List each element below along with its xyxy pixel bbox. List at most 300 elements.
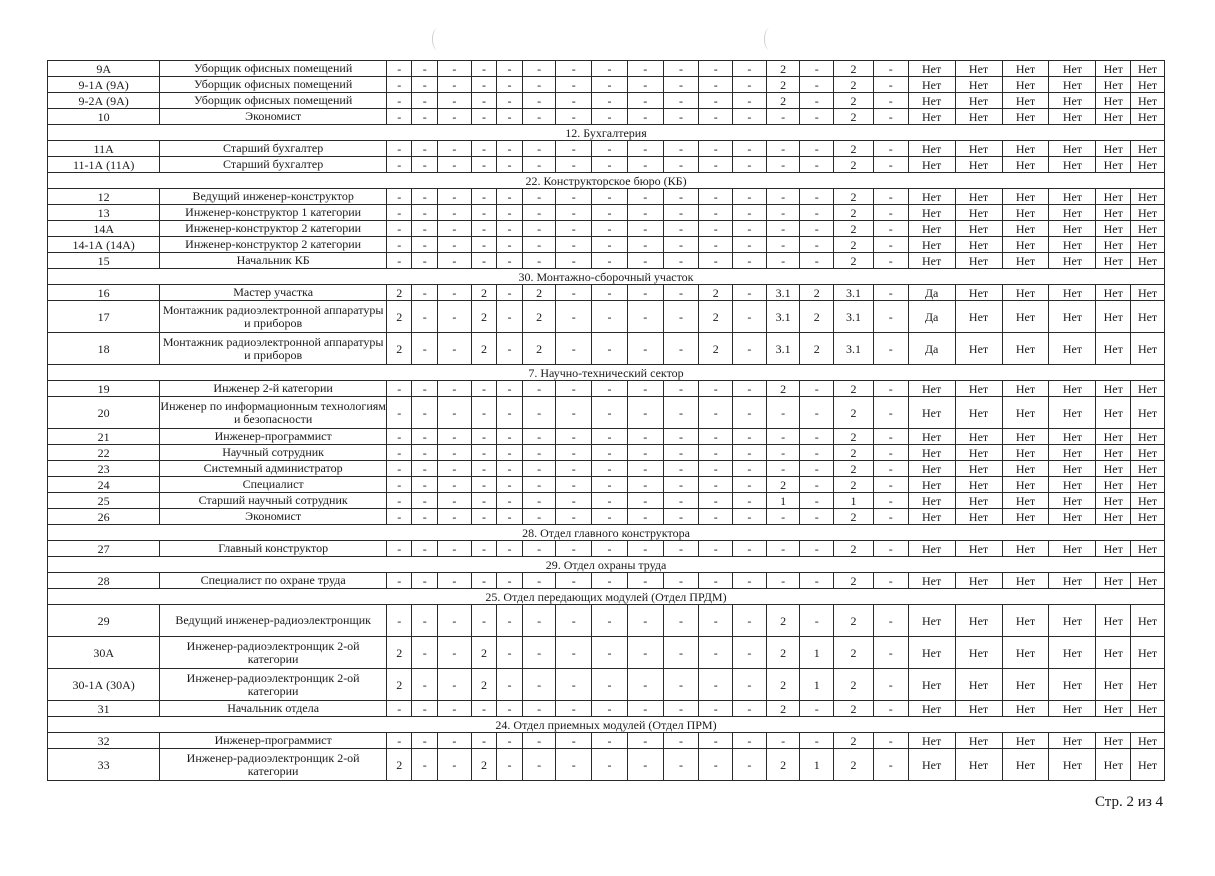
table-cell: - (800, 493, 834, 509)
table-cell: - (733, 733, 767, 749)
position-name: Ведущий инженер-конструктор (160, 189, 387, 205)
table-cell: - (733, 701, 767, 717)
table-cell: Нет (908, 541, 955, 557)
table-cell: - (522, 477, 556, 493)
table-cell: - (471, 461, 497, 477)
table-cell: Нет (955, 445, 1002, 461)
table-cell: Нет (908, 253, 955, 269)
table-cell: - (522, 141, 556, 157)
table-cell: - (592, 429, 628, 445)
table-cell: - (592, 93, 628, 109)
workplace-number: 33 (48, 749, 160, 781)
table-cell: 2 (834, 445, 874, 461)
table-cell: Нет (1131, 189, 1165, 205)
table-cell: - (873, 189, 908, 205)
table-cell: - (733, 749, 767, 781)
table-cell: Нет (908, 397, 955, 429)
table-cell: Нет (1049, 301, 1096, 333)
table-cell: Нет (1096, 429, 1131, 445)
table-cell: - (766, 141, 800, 157)
position-name: Уборщик офисных помещений (160, 77, 387, 93)
table-cell: Нет (1049, 77, 1096, 93)
table-cell: - (471, 733, 497, 749)
table-cell: - (627, 477, 663, 493)
table-cell: - (733, 333, 767, 365)
table-cell: Нет (1002, 333, 1049, 365)
table-cell: Нет (1131, 205, 1165, 221)
table-cell: - (733, 669, 767, 701)
table-cell: Нет (955, 157, 1002, 173)
workplace-number: 12 (48, 189, 160, 205)
table-cell: - (386, 205, 412, 221)
table-cell: - (438, 141, 472, 157)
table-cell: Нет (1002, 77, 1049, 93)
table-cell: - (412, 429, 438, 445)
table-cell: - (497, 701, 523, 717)
section-title: 24. Отдел приемных модулей (Отдел ПРМ) (48, 717, 1165, 733)
table-cell: - (627, 573, 663, 589)
table-cell: - (386, 733, 412, 749)
table-cell: - (627, 157, 663, 173)
table-cell: - (733, 397, 767, 429)
table-row (48, 733, 1165, 749)
table-cell: 1 (800, 669, 834, 701)
table-cell: Нет (1096, 189, 1131, 205)
table-cell: - (873, 237, 908, 253)
table-cell: 3.1 (834, 285, 874, 301)
table-cell: - (592, 381, 628, 397)
table-cell: Нет (1096, 509, 1131, 525)
table-row (48, 701, 1165, 717)
table-cell: - (592, 397, 628, 429)
table-cell: Нет (1002, 189, 1049, 205)
table-cell: - (873, 749, 908, 781)
table-cell: Нет (1131, 509, 1165, 525)
table-cell: - (556, 573, 592, 589)
table-cell: 2 (834, 141, 874, 157)
table-cell: - (556, 429, 592, 445)
table-cell: Нет (1049, 109, 1096, 125)
table-cell: Нет (1049, 237, 1096, 253)
table-cell: - (592, 205, 628, 221)
table-cell: - (592, 109, 628, 125)
table-cell: - (733, 237, 767, 253)
position-name: Старший бухгалтер (160, 157, 387, 173)
table-cell: Нет (1002, 477, 1049, 493)
workplace-number: 11-1А (11А) (48, 157, 160, 173)
position-name: Главный конструктор (160, 541, 387, 557)
table-cell: - (663, 333, 699, 365)
table-cell: - (766, 541, 800, 557)
table-row (48, 109, 1165, 125)
table-cell: Нет (1096, 733, 1131, 749)
table-cell: Нет (1002, 541, 1049, 557)
table-cell: Нет (908, 637, 955, 669)
table-cell: Нет (1131, 445, 1165, 461)
table-cell: - (522, 461, 556, 477)
table-cell: Нет (1049, 445, 1096, 461)
position-name: Специалист (160, 477, 387, 493)
table-cell: - (800, 573, 834, 589)
table-cell: - (556, 477, 592, 493)
table-cell: - (663, 381, 699, 397)
table-cell: - (497, 429, 523, 445)
section-header-row (48, 589, 1165, 605)
table-cell: Нет (908, 189, 955, 205)
workplace-number: 22 (48, 445, 160, 461)
table-cell: - (556, 253, 592, 269)
table-cell: - (800, 141, 834, 157)
table-cell: 2 (522, 333, 556, 365)
table-cell: - (766, 445, 800, 461)
position-name: Инженер 2-й категории (160, 381, 387, 397)
table-cell: - (412, 493, 438, 509)
table-cell: - (497, 221, 523, 237)
table-cell: - (733, 61, 767, 77)
table-cell: - (556, 301, 592, 333)
table-cell: Нет (1096, 157, 1131, 173)
table-cell: Нет (1131, 333, 1165, 365)
table-cell: - (800, 701, 834, 717)
table-cell: - (733, 541, 767, 557)
table-cell: - (556, 141, 592, 157)
table-cell: - (438, 509, 472, 525)
table-cell: - (733, 509, 767, 525)
table-cell: Нет (1131, 61, 1165, 77)
table-cell: 2 (386, 301, 412, 333)
table-cell: - (386, 493, 412, 509)
table-cell: 2 (834, 541, 874, 557)
table-cell: Нет (1096, 61, 1131, 77)
position-name: Экономист (160, 109, 387, 125)
table-cell: - (386, 397, 412, 429)
table-row (48, 445, 1165, 461)
table-cell: - (438, 253, 472, 269)
section-header-row (48, 365, 1165, 381)
table-cell: - (592, 477, 628, 493)
table-row (48, 605, 1165, 637)
section-header-row (48, 717, 1165, 733)
assessment-table (47, 60, 1165, 781)
table-cell: - (438, 701, 472, 717)
table-cell: Нет (908, 733, 955, 749)
table-cell: - (471, 189, 497, 205)
table-cell: - (592, 605, 628, 637)
table-cell: - (386, 573, 412, 589)
table-cell: - (497, 461, 523, 477)
table-cell: Нет (1096, 461, 1131, 477)
table-cell: Нет (955, 141, 1002, 157)
table-cell: - (663, 397, 699, 429)
table-cell: - (471, 605, 497, 637)
table-cell: - (438, 77, 472, 93)
table-cell: Нет (908, 221, 955, 237)
workplace-number: 20 (48, 397, 160, 429)
table-cell: 2 (386, 749, 412, 781)
table-cell: 2 (766, 637, 800, 669)
table-cell: Нет (1096, 301, 1131, 333)
position-name: Мастер участка (160, 285, 387, 301)
table-cell: - (438, 93, 472, 109)
table-cell: Нет (908, 445, 955, 461)
table-cell: Нет (955, 333, 1002, 365)
table-cell: - (386, 157, 412, 173)
table-cell: - (699, 109, 733, 125)
table-cell: - (800, 605, 834, 637)
table-cell: Нет (1002, 237, 1049, 253)
table-row (48, 301, 1165, 333)
table-cell: - (592, 189, 628, 205)
table-cell: - (627, 285, 663, 301)
table-cell: - (497, 109, 523, 125)
table-cell: - (438, 157, 472, 173)
table-cell: 2 (386, 333, 412, 365)
table-cell: 2 (471, 669, 497, 701)
table-row (48, 61, 1165, 77)
table-cell: - (766, 573, 800, 589)
table-cell: - (592, 141, 628, 157)
table-cell: Нет (1131, 749, 1165, 781)
table-cell: 2 (766, 605, 800, 637)
table-row (48, 333, 1165, 365)
table-cell: - (471, 77, 497, 93)
table-cell: Нет (955, 477, 1002, 493)
table-cell: - (438, 669, 472, 701)
table-cell: - (412, 77, 438, 93)
table-cell: Нет (955, 61, 1002, 77)
table-cell: Нет (1131, 637, 1165, 669)
section-title: 22. Конструкторское бюро (КБ) (48, 173, 1165, 189)
table-cell: 2 (834, 701, 874, 717)
table-cell: Нет (955, 93, 1002, 109)
table-cell: - (522, 397, 556, 429)
table-cell: - (873, 381, 908, 397)
table-cell: - (627, 461, 663, 477)
table-row (48, 93, 1165, 109)
table-cell: - (412, 461, 438, 477)
table-cell: - (663, 221, 699, 237)
table-cell: Нет (1096, 77, 1131, 93)
table-cell: 2 (834, 477, 874, 493)
table-cell: - (438, 301, 472, 333)
table-cell: - (386, 237, 412, 253)
table-cell: Нет (1131, 701, 1165, 717)
table-cell: - (663, 205, 699, 221)
table-cell: - (699, 701, 733, 717)
table-cell: - (766, 253, 800, 269)
table-cell: - (663, 509, 699, 525)
table-cell: 3.1 (834, 333, 874, 365)
table-cell: Нет (1131, 605, 1165, 637)
table-cell: - (699, 461, 733, 477)
table-cell: - (733, 301, 767, 333)
table-cell: Нет (1002, 429, 1049, 445)
table-cell: - (497, 669, 523, 701)
table-cell: - (873, 733, 908, 749)
workplace-number: 29 (48, 605, 160, 637)
section-title: 29. Отдел охраны труда (48, 557, 1165, 573)
table-cell: - (471, 445, 497, 461)
table-cell: - (471, 701, 497, 717)
table-cell: - (663, 701, 699, 717)
table-cell: Нет (908, 493, 955, 509)
table-cell: 2 (386, 669, 412, 701)
table-cell: Нет (1131, 301, 1165, 333)
table-cell: - (471, 493, 497, 509)
table-cell: - (873, 509, 908, 525)
table-cell: Нет (908, 573, 955, 589)
table-cell: Нет (955, 77, 1002, 93)
table-cell: - (873, 445, 908, 461)
table-cell: 2 (522, 285, 556, 301)
position-name: Инженер-конструктор 2 категории (160, 221, 387, 237)
table-cell: - (800, 237, 834, 253)
table-cell: - (386, 253, 412, 269)
table-cell: - (412, 445, 438, 461)
table-cell: 2 (766, 701, 800, 717)
table-cell: - (873, 397, 908, 429)
table-cell: - (438, 61, 472, 77)
table-cell: - (733, 189, 767, 205)
workplace-number: 19 (48, 381, 160, 397)
table-cell: Нет (1131, 397, 1165, 429)
table-cell: - (471, 109, 497, 125)
table-cell: Нет (1002, 493, 1049, 509)
table-cell: Нет (1096, 285, 1131, 301)
table-cell: - (386, 109, 412, 125)
table-cell: - (438, 749, 472, 781)
table-cell: - (592, 637, 628, 669)
table-cell: Нет (955, 493, 1002, 509)
table-cell: - (497, 141, 523, 157)
table-cell: - (699, 141, 733, 157)
table-cell: - (627, 61, 663, 77)
table-cell: - (438, 285, 472, 301)
table-cell: - (627, 397, 663, 429)
table-cell: Нет (1002, 109, 1049, 125)
table-cell: Нет (955, 301, 1002, 333)
section-header-row (48, 557, 1165, 573)
table-cell: - (699, 237, 733, 253)
table-cell: Нет (908, 205, 955, 221)
table-cell: 2 (834, 605, 874, 637)
workplace-number: 31 (48, 701, 160, 717)
table-cell: - (522, 733, 556, 749)
section-header-row (48, 269, 1165, 285)
table-cell: - (556, 93, 592, 109)
table-cell: Нет (1002, 573, 1049, 589)
table-cell: - (471, 397, 497, 429)
table-cell: - (699, 573, 733, 589)
table-cell: - (438, 237, 472, 253)
table-cell: - (663, 461, 699, 477)
table-cell: Нет (908, 157, 955, 173)
table-cell: - (522, 237, 556, 253)
table-cell: 1 (800, 637, 834, 669)
table-cell: - (522, 253, 556, 269)
table-cell: 3.1 (766, 285, 800, 301)
table-cell: Нет (1049, 461, 1096, 477)
table-cell: Нет (1049, 573, 1096, 589)
table-cell: Нет (1002, 509, 1049, 525)
table-cell: Нет (1131, 381, 1165, 397)
table-cell: 2 (386, 285, 412, 301)
table-cell: 2 (800, 285, 834, 301)
table-cell: - (873, 93, 908, 109)
table-cell: - (627, 493, 663, 509)
table-cell: Нет (1002, 749, 1049, 781)
table-cell: - (699, 605, 733, 637)
table-cell: Нет (955, 605, 1002, 637)
table-cell: - (733, 77, 767, 93)
table-cell: Нет (955, 381, 1002, 397)
table-cell: - (766, 189, 800, 205)
table-cell: - (663, 605, 699, 637)
position-name: Ведущий инженер-радиоэлектронщик (160, 605, 387, 637)
table-cell: - (800, 461, 834, 477)
table-cell: Нет (1096, 221, 1131, 237)
table-cell: Нет (955, 221, 1002, 237)
table-cell: 2 (834, 381, 874, 397)
table-cell: - (873, 285, 908, 301)
table-cell: - (800, 253, 834, 269)
table-cell: - (627, 749, 663, 781)
table-cell: - (627, 141, 663, 157)
table-row (48, 205, 1165, 221)
table-cell: 2 (834, 429, 874, 445)
table-cell: - (497, 77, 523, 93)
table-row (48, 141, 1165, 157)
table-cell: - (627, 205, 663, 221)
table-cell: Да (908, 333, 955, 365)
table-cell: Нет (908, 429, 955, 445)
table-cell: - (663, 189, 699, 205)
position-name: Инженер-радиоэлектронщик 2-ой категории (160, 669, 387, 701)
table-row (48, 253, 1165, 269)
table-cell: - (627, 109, 663, 125)
table-cell: - (497, 541, 523, 557)
table-row (48, 509, 1165, 525)
table-cell: - (800, 429, 834, 445)
table-cell: Нет (908, 701, 955, 717)
table-cell: - (412, 701, 438, 717)
table-cell: 2 (834, 461, 874, 477)
table-cell: Нет (1049, 253, 1096, 269)
table-cell: 1 (834, 493, 874, 509)
table-cell: 2 (471, 333, 497, 365)
table-cell: 2 (834, 77, 874, 93)
workplace-number: 28 (48, 573, 160, 589)
table-cell: - (766, 237, 800, 253)
table-cell: 2 (800, 333, 834, 365)
table-cell: - (663, 733, 699, 749)
table-cell: - (497, 493, 523, 509)
table-cell: 2 (766, 77, 800, 93)
table-cell: - (627, 77, 663, 93)
workplace-number: 23 (48, 461, 160, 477)
table-cell: 2 (834, 253, 874, 269)
table-cell: 2 (471, 285, 497, 301)
table-cell: - (699, 381, 733, 397)
table-cell: 3.1 (766, 333, 800, 365)
workplace-number: 15 (48, 253, 160, 269)
table-cell: Нет (1002, 637, 1049, 669)
table-cell: - (412, 157, 438, 173)
table-cell: - (556, 445, 592, 461)
table-cell: - (663, 429, 699, 445)
table-cell: Нет (908, 749, 955, 781)
table-cell: - (471, 221, 497, 237)
